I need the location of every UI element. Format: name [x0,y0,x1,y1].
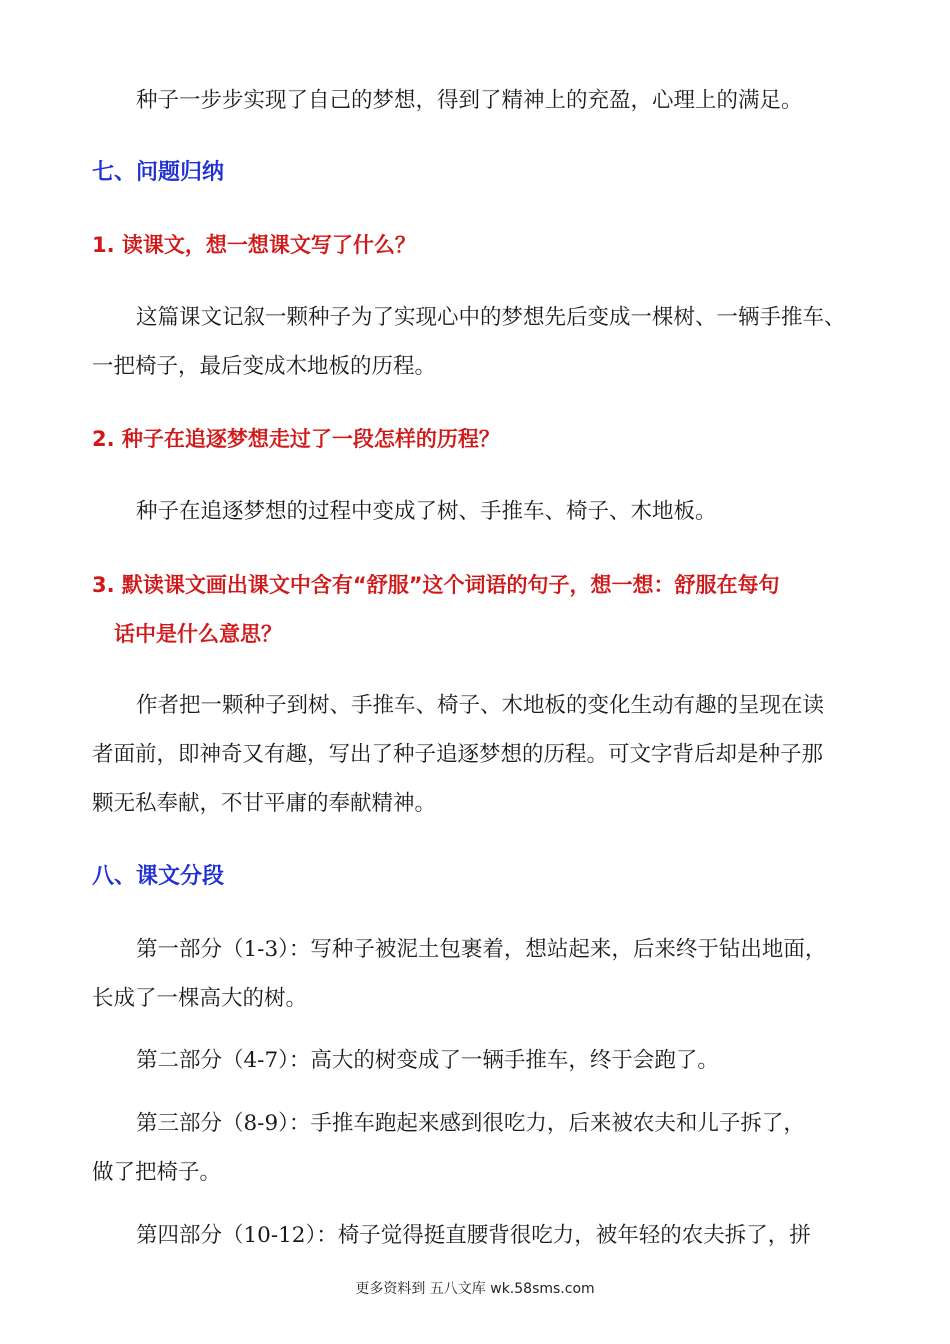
paragraph-line: 种子一步步实现了自己的梦想，得到了精神上的充盈，心理上的满足。 [136,88,803,113]
question-3-line-1: 3. 默读课文画出课文中含有“舒服”这个词语的句子，想一想：舒服在每句 [92,573,780,597]
answer-1-line-1: 这篇课文记叙一颗种子为了实现心中的梦想先后变成一棵树、一辆手推车、 [136,305,846,330]
part-1-line-1: 第一部分（1-3）：写种子被泥土包裹着，想站起来，后来终于钻出地面， [136,937,827,962]
question-3-line-2: 话中是什么意思？ [114,622,282,646]
part-2: 第二部分（4-7）：高大的树变成了一辆手推车，终于会跑了。 [136,1048,719,1073]
part-3-line-1: 第三部分（8-9）：手推车跑起来感到很吃力，后来被农夫和儿子拆了， [136,1111,805,1136]
section-heading-8: 八、课文分段 [92,864,225,889]
question-2: 2. 种子在追逐梦想走过了一段怎样的历程？ [92,427,500,451]
answer-2: 种子在追逐梦想的过程中变成了树、手推车、椅子、木地板。 [136,499,717,524]
answer-1-line-2: 一把椅子，最后变成木地板的历程。 [92,354,437,379]
part-3-line-2: 做了把椅子。 [92,1160,222,1185]
question-1: 1. 读课文，想一想课文写了什么？ [92,233,416,257]
answer-3-line-1: 作者把一颗种子到树、手推车、椅子、木地板的变化生动有趣的呈现在读 [136,693,825,718]
part-4-line-1: 第四部分（10-12）：椅子觉得挺直腰背很吃力，被年轻的农夫拆了，拼 [136,1223,811,1248]
answer-3-line-3: 颗无私奉献，不甘平庸的奉献精神。 [92,791,437,816]
answer-3-line-2: 者面前，即神奇又有趣，写出了种子追逐梦想的历程。可文字背后却是种子那 [92,742,824,767]
part-1-line-2: 长成了一棵高大的树。 [92,986,308,1011]
section-heading-7: 七、问题归纳 [92,160,225,185]
page-footer: 更多资料到 五八文库 wk.58sms.com [355,1281,595,1297]
